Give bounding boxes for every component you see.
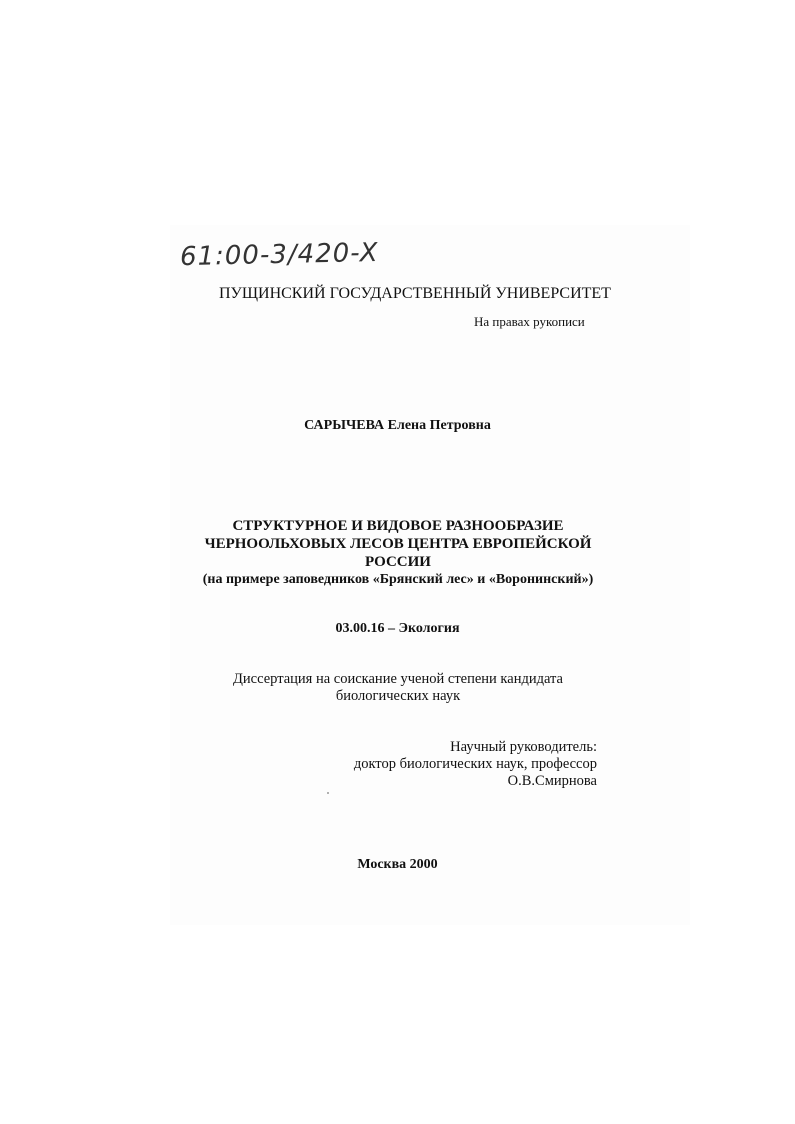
university-name: ПУЩИНСКИЙ ГОСУДАРСТВЕННЫЙ УНИВЕРСИТЕТ: [219, 285, 611, 302]
scan-speck: [327, 792, 329, 794]
degree-statement: [170, 671, 626, 705]
title-line-3: РОССИИ: [365, 554, 431, 570]
title-line-2: ЧЕРНООЛЬХОВЫХ ЛЕСОВ ЦЕНТРА ЕВРОПЕЙСКОЙ: [204, 536, 592, 552]
handwritten-catalog-code: 61:00-3/420-X: [179, 237, 379, 273]
specialty-code: 03.00.16 – Экология: [335, 621, 460, 636]
title-line-1: СТРУКТУРНОЕ И ВИДОВОЕ РАЗНООБРАЗИЕ: [232, 518, 564, 534]
supervisor-label: Научный руководитель:: [450, 739, 597, 755]
supervisor-name: О.В.Смирнова: [507, 773, 597, 789]
degree-line-1: Диссертация на соискание ученой степени кандидата: [233, 671, 563, 687]
author-name: САРЫЧЕВА Елена Петровна: [304, 418, 491, 433]
title-subtitle: (на примере заповедников «Брянский лес» и «Воронинский»): [202, 572, 594, 587]
supervisor-block: [300, 739, 597, 790]
degree-line-2: биологических наук: [335, 688, 461, 704]
city-and-year: Москва 2000: [357, 857, 438, 872]
supervisor-degree: доктор биологических наук, профессор: [353, 756, 597, 772]
dissertation-title: [170, 517, 626, 589]
manuscript-note: На правах рукописи: [474, 314, 585, 329]
